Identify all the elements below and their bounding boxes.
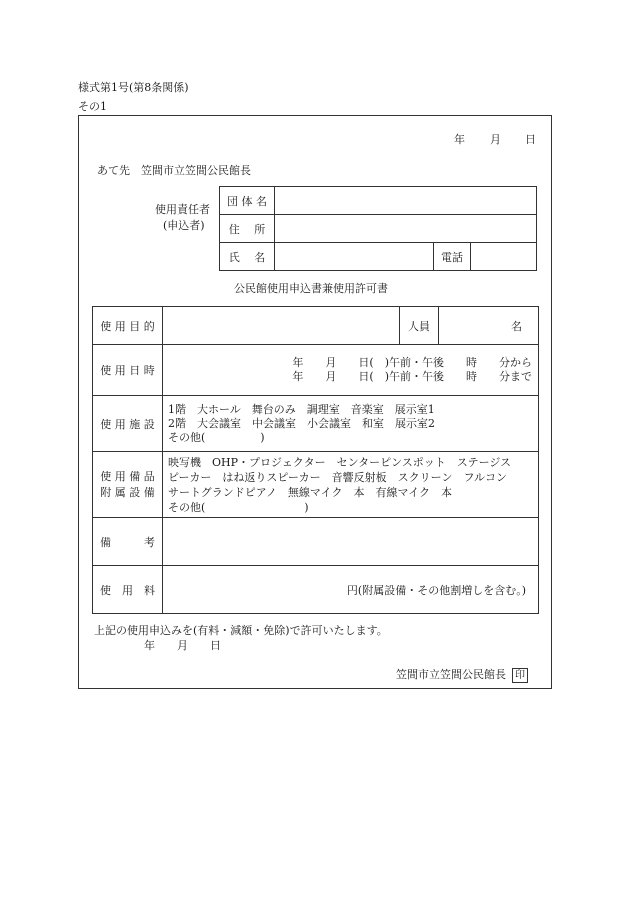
equipment-line-1: 映写機 OHP・プロジェクター センターピンスポット ステージス (168, 455, 512, 469)
applicant-label: 使用責任者 (155, 203, 210, 216)
facility-field[interactable] (163, 396, 539, 452)
datetime-field[interactable] (163, 345, 539, 396)
address-label: 住 所 (220, 215, 275, 243)
applicant-table (219, 186, 537, 271)
applicant-label-sub: (申込者) (163, 219, 205, 232)
equipment-label (93, 452, 163, 518)
equipment-field[interactable] (163, 452, 539, 518)
facility-floor1: 1階 大ホール 舞台のみ 調理室 音楽室 展示室1 (168, 402, 435, 416)
datetime-from: 年 月 日( )午前・午後 時 分から (292, 356, 532, 369)
name-label: 氏 名 (220, 243, 275, 271)
phone-label: 電話 (434, 243, 471, 271)
equipment-label-2: 附 属 設 備 (100, 485, 155, 499)
equipment-line-2: ピーカー はね返りスピーカー 音響反射板 スクリーン フルコン (168, 470, 508, 484)
people-unit: 名 (511, 319, 522, 333)
org-name-field[interactable] (275, 187, 537, 215)
name-field[interactable] (275, 243, 434, 271)
signer-name: 笠間市立笠間公民館長 (396, 668, 506, 681)
signer-block (396, 668, 528, 683)
equipment-line-4: その他( ) (168, 500, 309, 514)
seal-icon: 印 (512, 668, 528, 683)
datetime-to: 年 月 日( )午前・午後 時 分まで (292, 370, 532, 383)
fee-text: 円(附属設備・その他割増しを含む。) (346, 583, 526, 597)
addressee: あて先 笠間市立笠間公民館長 (97, 164, 251, 177)
permission-date: 年 月 日 (144, 639, 221, 652)
fee-label: 使 用 料 (93, 566, 163, 614)
remarks-field[interactable] (163, 518, 539, 566)
facility-floor2: 2階 大会議室 中会議室 小会議室 和室 展示室2 (168, 416, 435, 430)
sub-number: その1 (78, 100, 107, 113)
form-number: 様式第1号(第8条関係) (78, 81, 189, 94)
equipment-label-1: 使 用 備 品 (100, 469, 155, 483)
form-title: 公民館使用申込書兼使用許可書 (234, 282, 388, 295)
people-label: 人員 (400, 307, 439, 345)
date-month: 月 (490, 133, 501, 146)
permission-text: 上記の使用申込みを(有料・減額・免除)で許可いたします。 (94, 624, 388, 637)
org-name-label: 団 体 名 (220, 187, 275, 215)
date-day: 日 (525, 133, 536, 146)
facility-other: その他( ) (168, 430, 265, 444)
phone-field[interactable] (471, 243, 537, 271)
remarks-label: 備 考 (93, 518, 163, 566)
facility-label: 使 用 施 設 (93, 396, 163, 452)
datetime-label: 使 用 日 時 (93, 345, 163, 396)
purpose-label: 使 用 目 的 (93, 307, 163, 345)
people-field[interactable] (439, 307, 539, 345)
address-field[interactable] (275, 215, 537, 243)
equipment-line-3: サートグランドピアノ 無線マイク 本 有線マイク 本 (168, 485, 453, 499)
application-table (92, 306, 539, 614)
fee-field[interactable] (163, 566, 539, 614)
purpose-field[interactable] (163, 307, 400, 345)
date-year: 年 (454, 133, 465, 146)
